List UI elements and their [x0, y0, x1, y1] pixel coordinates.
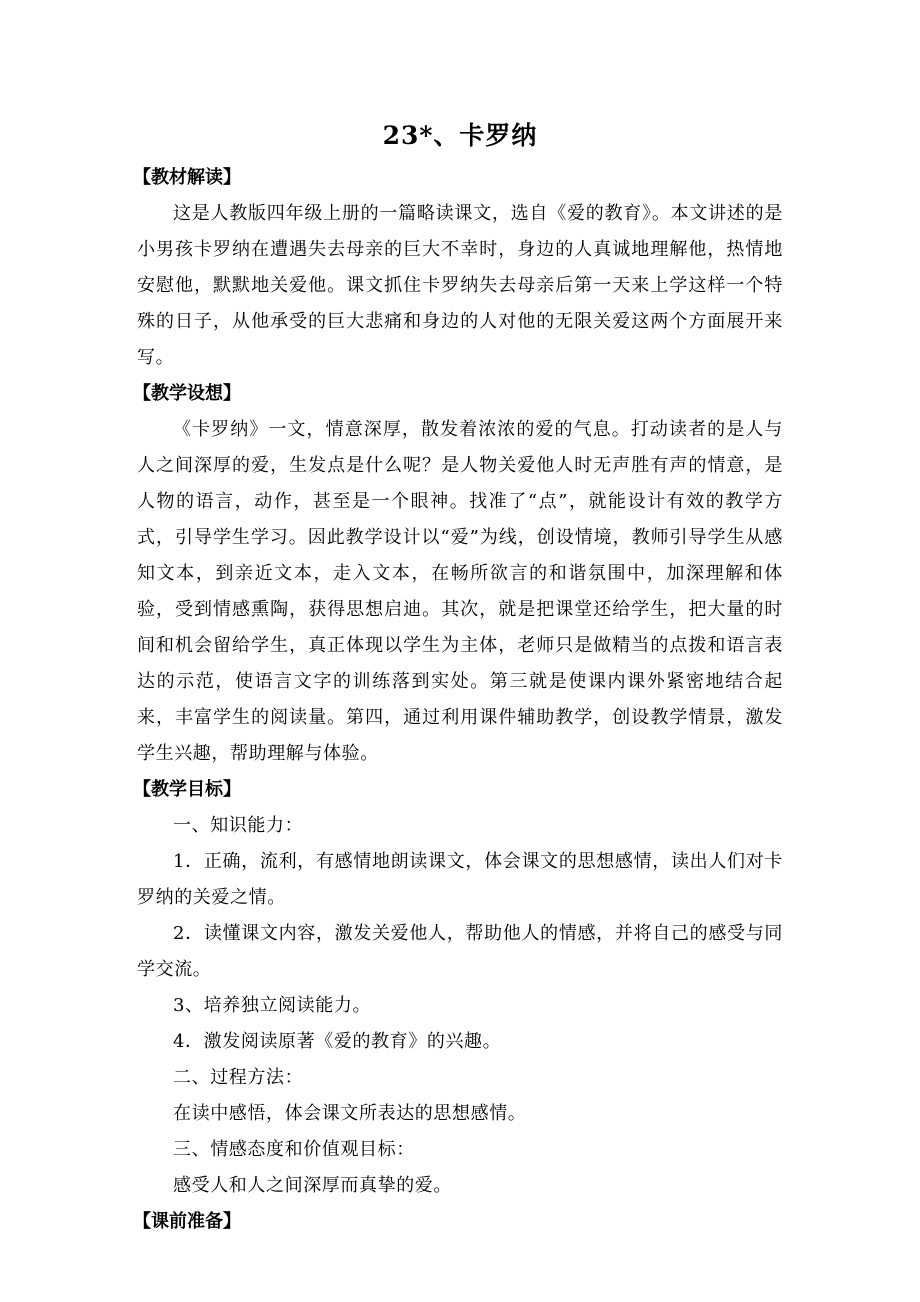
section-heading-teaching-goals: 【教学目标】 [133, 779, 241, 800]
goal-item-4: 4．激发阅读原著《爱的教育》的兴趣。 [173, 1031, 502, 1052]
goal-item-2: 2．读懂课文内容，激发关爱他人，帮助他人的情感，并将自己的感受与同学交流。 [137, 923, 783, 980]
goal-process-text: 在读中感悟，体会课文所表达的思想感情。 [173, 1103, 527, 1124]
document-body [133, 160, 783, 1240]
goal-group-process: 二、过程方法： [173, 1067, 304, 1088]
section-heading-preparation: 【课前准备】 [133, 1211, 241, 1232]
paragraph-teaching-concept: 《卡罗纳》一文，情意深厚，散发着浓浓的爱的气息。打动读者的是人与人之间深厚的爱，生发点是什么呢？是人物关爱他人时无声胜有声的情意，是人物的语言，动作，甚至是一个眼神。找准了“点”，就能设计有效的教学方式，引导学生学习。因此教学设计以“爱”为线，创设情境，教师引导学生从感知文本，到亲近文本，走入文本，在畅所欲言的和谐氛围中，加深理解和体验，受到情感熏陶，获得思想启迪。其次，就是把课堂还给学生，把大量的时间和机会留给学生，真正体现以学生为主体，老师只是做精当的点拨和语言表达的示范，使语言文字的训练落到实处。第三就是使课内课外紧密地结合起来，丰富学生的阅读量。第四，通过利用课件辅助教学，创设教学情景，激发学生兴趣，帮助理解与体验。 [137, 419, 783, 764]
goal-group-values: 三、情感态度和价值观目标： [173, 1139, 415, 1160]
section-heading-textbook-reading: 【教材解读】 [133, 167, 241, 188]
goal-group-knowledge: 一、知识能力： [173, 815, 304, 836]
goal-values-text: 感受人和人之间深厚而真挚的爱。 [173, 1175, 452, 1196]
document-title: 23*、卡罗纳 [382, 121, 538, 150]
goal-item-1: 1．正确，流利，有感情地朗读课文，体会课文的思想感情，读出人们对卡罗纳的关爱之情。 [137, 851, 783, 908]
section-heading-teaching-concept: 【教学设想】 [133, 383, 241, 404]
paragraph-textbook-reading: 这是人教版四年级上册的一篇略读课文，选自《爱的教育》。本文讲述的是小男孩卡罗纳在遭遇失去母亲的巨大不幸时，身边的人真诚地理解他，热情地安慰他，默默地关爱他。课文抓住卡罗纳失去母亲后第一天来上学这样一个特殊的日子，从他承受的巨大悲痛和身边的人对他的无限关爱这两个方面展开来写。 [137, 203, 783, 368]
goal-item-3: 3、培养独立阅读能力。 [173, 995, 372, 1016]
